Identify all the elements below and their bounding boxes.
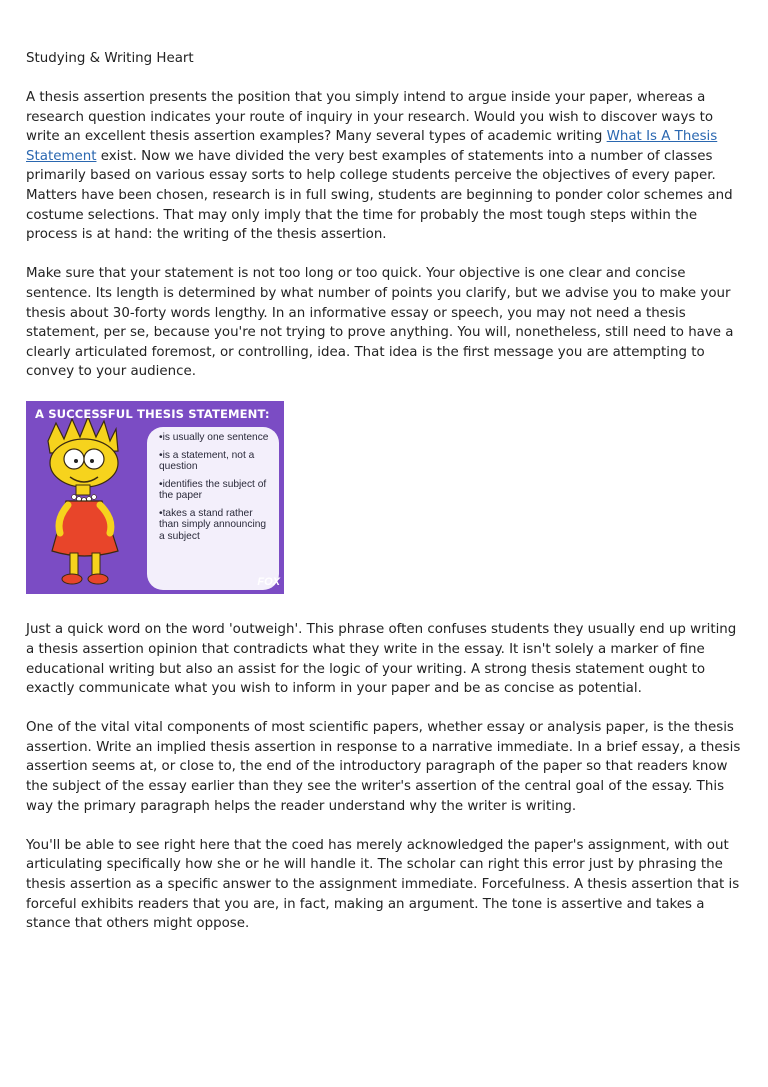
paragraph-intro xyxy=(26,88,746,245)
document-body xyxy=(26,49,746,953)
paragraph-forcefulness: You'll be able to see right here that the coed has merely acknowledged the paper's assignment, with out articulating specifically how she or he will handle it. The scholar can right this error just by phrasing the thesis assertion as a specific answer to the assignment immediate. Forcefulness. A thesis assertion that is forceful exhibits readers that you are, in fact, making an argument. The tone is assertive and takes a stance that others might oppose. xyxy=(26,837,740,932)
paragraph-components: One of the vital vital components of most scientific papers, whether essay or analysis paper, is the thesis assertion. Write an implied thesis assertion in response to a narrative immediate. In a brief essay, a thesis assertion seems at, or close to, the end of the introductory paragraph of the paper so that readers know the subject of the essay earlier than they see the writer's assertion of the central goal of the essay. This way the primary paragraph helps the reader understand why the writer is writing. xyxy=(26,720,741,814)
infographic-point: •takes a stand rather than simply announcing a subject xyxy=(159,507,267,542)
fox-logo: FOX xyxy=(257,575,280,588)
thesis-statement-link[interactable]: What Is A Thesis Statement xyxy=(26,129,718,164)
paragraph-outweigh: Just a quick word on the word 'outweigh'. This phrase often confuses students they usually end up writing a thesis assertion opinion that contradicts what they write in the essay. It isn't solely a marker of fine educational writing but also an assist for the logic of your writing. A strong thesis statement ought to exactly communicate what you wish to inform in your paper and be as concise as potential. xyxy=(26,622,737,697)
infographic-point: •identifies the subject of the paper xyxy=(159,478,267,502)
paragraph-intro-text-before: A thesis assertion presents the position that you simply intend to argue inside your paper, whereas a research question indicates your route of inquiry in your research. Would you wish to discover ways to write an excellent thesis assertion examples? Many several types of academic writing xyxy=(26,90,714,145)
thesis-statement-infographic xyxy=(26,401,284,594)
paragraph-length: Make sure that your statement is not too long or too quick. Your objective is one clear and concise sentence. Its length is determined by what number of points you clarify, but we advise you to make your thesis about 30-forty words lengthy. In an informative essay or speech, you may not need a thesis statement, per se, because you're not trying to prove anything. You will, nonetheless, still need to have a clearly articulated foremost, or controlling, idea. That idea is the first message you are attempting to convey to your audience. xyxy=(26,266,734,380)
infographic-point: •is usually one sentence xyxy=(159,432,269,444)
infographic-point: •is a statement, not a question xyxy=(159,449,255,473)
infographic-points xyxy=(159,432,274,548)
paragraph-intro-text-after: exist. Now we have divided the very best examples of statements into a number of classes primarily based on various essay sorts to help college students perceive the objectives of every paper. Matters have been chosen, research is in full swing, students are beginning to ponder color schemes and costume selections. That may only imply that the time for probably the most tough steps within the process is at hand: the writing of the thesis assertion. xyxy=(26,148,733,243)
infographic-title: A SUCCESSFUL THESIS STATEMENT: xyxy=(35,407,270,422)
document-title: Studying & Writing Heart xyxy=(26,51,194,66)
